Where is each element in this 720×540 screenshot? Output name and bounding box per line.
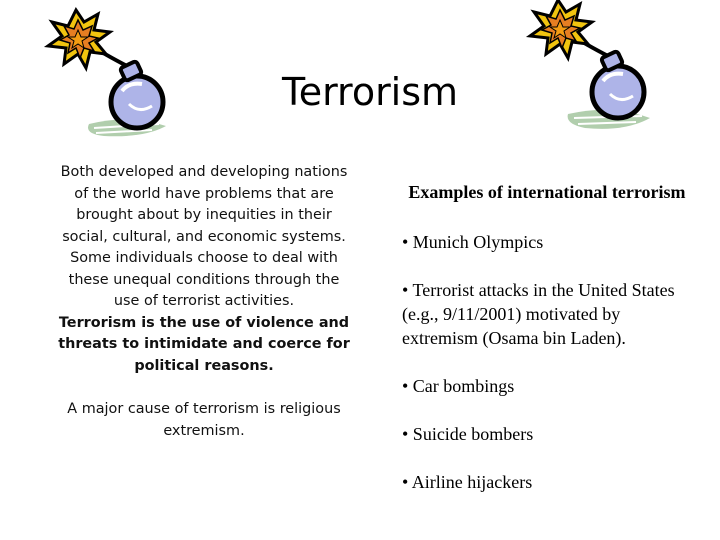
slide-title: Terrorism: [281, 70, 459, 114]
paragraph-inequities: Both developed and developing nations of the world have problems that are brought about by inequities in their social, cultural, and economic systems.: [60, 164, 348, 245]
list-item: • Airline hijackers: [402, 472, 533, 492]
list-item: • Terrorist attacks in the United States (e.g., 9/11/2001) motivated by extremism (Osama bin Laden).: [402, 280, 675, 348]
paragraph-individuals: Some individuals choose to deal with these unequal conditions through the use of terrorist activities.: [68, 250, 340, 309]
list-item: • Car bombings: [402, 376, 515, 396]
examples-heading: Examples of international terrorism: [408, 182, 686, 202]
list-item: • Suicide bombers: [402, 424, 534, 444]
bomb-icon-right: [520, 0, 660, 140]
paragraph-major-cause: A major cause of terrorism is religious extremism.: [67, 401, 341, 439]
paragraph-definition: Terrorism is the use of violence and threats to intimidate and coerce for political reasons.: [58, 314, 350, 374]
list-item: • Munich Olympics: [402, 232, 544, 252]
right-text-column: [402, 180, 692, 494]
left-text-column: [58, 162, 350, 442]
bomb-icon: [34, 6, 174, 146]
